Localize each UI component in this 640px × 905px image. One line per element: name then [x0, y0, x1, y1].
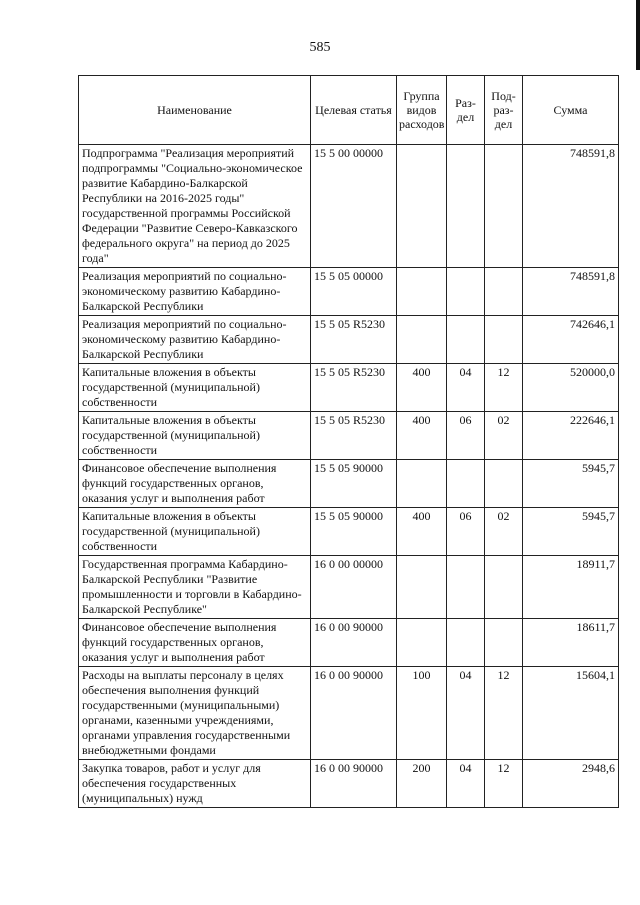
row-sum: 2948,6 — [523, 760, 619, 808]
row-target-article: 15 5 05 R5230 — [311, 316, 397, 364]
row-sum: 18611,7 — [523, 619, 619, 667]
row-name: Капитальные вложения в объекты государственной (муниципальной) собственности — [79, 412, 311, 460]
row-expense-group: 400 — [397, 364, 447, 412]
row-expense-group: 200 — [397, 760, 447, 808]
table-row — [79, 760, 619, 808]
header-section: Раз-дел — [447, 76, 485, 145]
table-row — [79, 508, 619, 556]
row-subsection: 12 — [485, 364, 523, 412]
row-sum: 748591,8 — [523, 145, 619, 268]
row-target-article: 15 5 05 00000 — [311, 268, 397, 316]
table-row — [79, 268, 619, 316]
row-expense-group — [397, 619, 447, 667]
row-subsection: 12 — [485, 667, 523, 760]
row-subsection — [485, 145, 523, 268]
row-target-article: 16 0 00 90000 — [311, 667, 397, 760]
table-row — [79, 412, 619, 460]
header-expense-group: Группа видов расходов — [397, 76, 447, 145]
row-name: Государственная программа Кабардино-Балкарской Республики "Развитие промышленности и торговли в Кабардино-Балкарской Республике" — [79, 556, 311, 619]
table-row — [79, 619, 619, 667]
row-sum: 520000,0 — [523, 364, 619, 412]
row-subsection — [485, 316, 523, 364]
row-subsection: 02 — [485, 412, 523, 460]
table-row — [79, 316, 619, 364]
row-expense-group — [397, 556, 447, 619]
row-name: Расходы на выплаты персоналу в целях обеспечения выполнения функций государственными (муниципальными) органами, казенными учреждениями, органами управления государственными внебюджетными фондами — [79, 667, 311, 760]
row-target-article: 16 0 00 90000 — [311, 619, 397, 667]
row-subsection — [485, 460, 523, 508]
row-subsection — [485, 619, 523, 667]
row-target-article: 15 5 05 R5230 — [311, 412, 397, 460]
header-name: Наименование — [79, 76, 311, 145]
row-subsection — [485, 556, 523, 619]
row-sum: 222646,1 — [523, 412, 619, 460]
row-subsection: 12 — [485, 760, 523, 808]
row-sum: 5945,7 — [523, 508, 619, 556]
table-row — [79, 556, 619, 619]
row-sum: 742646,1 — [523, 316, 619, 364]
row-section — [447, 556, 485, 619]
row-name: Финансовое обеспечение выполнения функций государственных органов, оказания услуг и выполнения работ — [79, 619, 311, 667]
row-section: 06 — [447, 508, 485, 556]
row-target-article: 16 0 00 90000 — [311, 760, 397, 808]
row-name: Закупка товаров, работ и услуг для обеспечения государственных (муниципальных) нужд — [79, 760, 311, 808]
row-name: Реализация мероприятий по социально-экономическому развитию Кабардино-Балкарской Республики — [79, 268, 311, 316]
table-row — [79, 667, 619, 760]
row-section: 04 — [447, 667, 485, 760]
budget-table — [78, 75, 619, 808]
row-name: Капитальные вложения в объекты государственной (муниципальной) собственности — [79, 364, 311, 412]
table-row — [79, 145, 619, 268]
row-section — [447, 316, 485, 364]
row-target-article: 15 5 05 90000 — [311, 460, 397, 508]
row-sum: 15604,1 — [523, 667, 619, 760]
header-subsection: Под-раз-дел — [485, 76, 523, 145]
row-sum: 5945,7 — [523, 460, 619, 508]
row-expense-group — [397, 460, 447, 508]
row-section — [447, 145, 485, 268]
row-section: 04 — [447, 364, 485, 412]
row-target-article: 15 5 05 90000 — [311, 508, 397, 556]
row-sum: 18911,7 — [523, 556, 619, 619]
row-section — [447, 619, 485, 667]
row-section — [447, 460, 485, 508]
row-expense-group: 400 — [397, 412, 447, 460]
table-header-row — [79, 76, 619, 145]
row-name: Капитальные вложения в объекты государственной (муниципальной) собственности — [79, 508, 311, 556]
row-expense-group: 400 — [397, 508, 447, 556]
scan-edge-mark — [636, 0, 640, 70]
row-expense-group: 100 — [397, 667, 447, 760]
header-target-article: Целевая статья — [311, 76, 397, 145]
row-target-article: 16 0 00 00000 — [311, 556, 397, 619]
page-number: 585 — [309, 40, 331, 55]
row-target-article: 15 5 05 R5230 — [311, 364, 397, 412]
row-section: 04 — [447, 760, 485, 808]
row-expense-group — [397, 316, 447, 364]
row-section: 06 — [447, 412, 485, 460]
row-expense-group — [397, 268, 447, 316]
row-name: Финансовое обеспечение выполнения функций государственных органов, оказания услуг и выполнения работ — [79, 460, 311, 508]
row-subsection: 02 — [485, 508, 523, 556]
table-row — [79, 364, 619, 412]
table-row — [79, 460, 619, 508]
row-expense-group — [397, 145, 447, 268]
row-target-article: 15 5 00 00000 — [311, 145, 397, 268]
row-section — [447, 268, 485, 316]
header-sum: Сумма — [523, 76, 619, 145]
row-name: Подпрограмма "Реализация мероприятий подпрограммы "Социально-экономическое развитие Кабардино-Балкарской Республики на 2016-2025 годы" государственной программы Российской Федерации "Развитие Северо-Кавказского федерального округа" на период до 2025 года" — [79, 145, 311, 268]
row-subsection — [485, 268, 523, 316]
row-sum: 748591,8 — [523, 268, 619, 316]
row-name: Реализация мероприятий по социально-экономическому развитию Кабардино-Балкарской Республики — [79, 316, 311, 364]
